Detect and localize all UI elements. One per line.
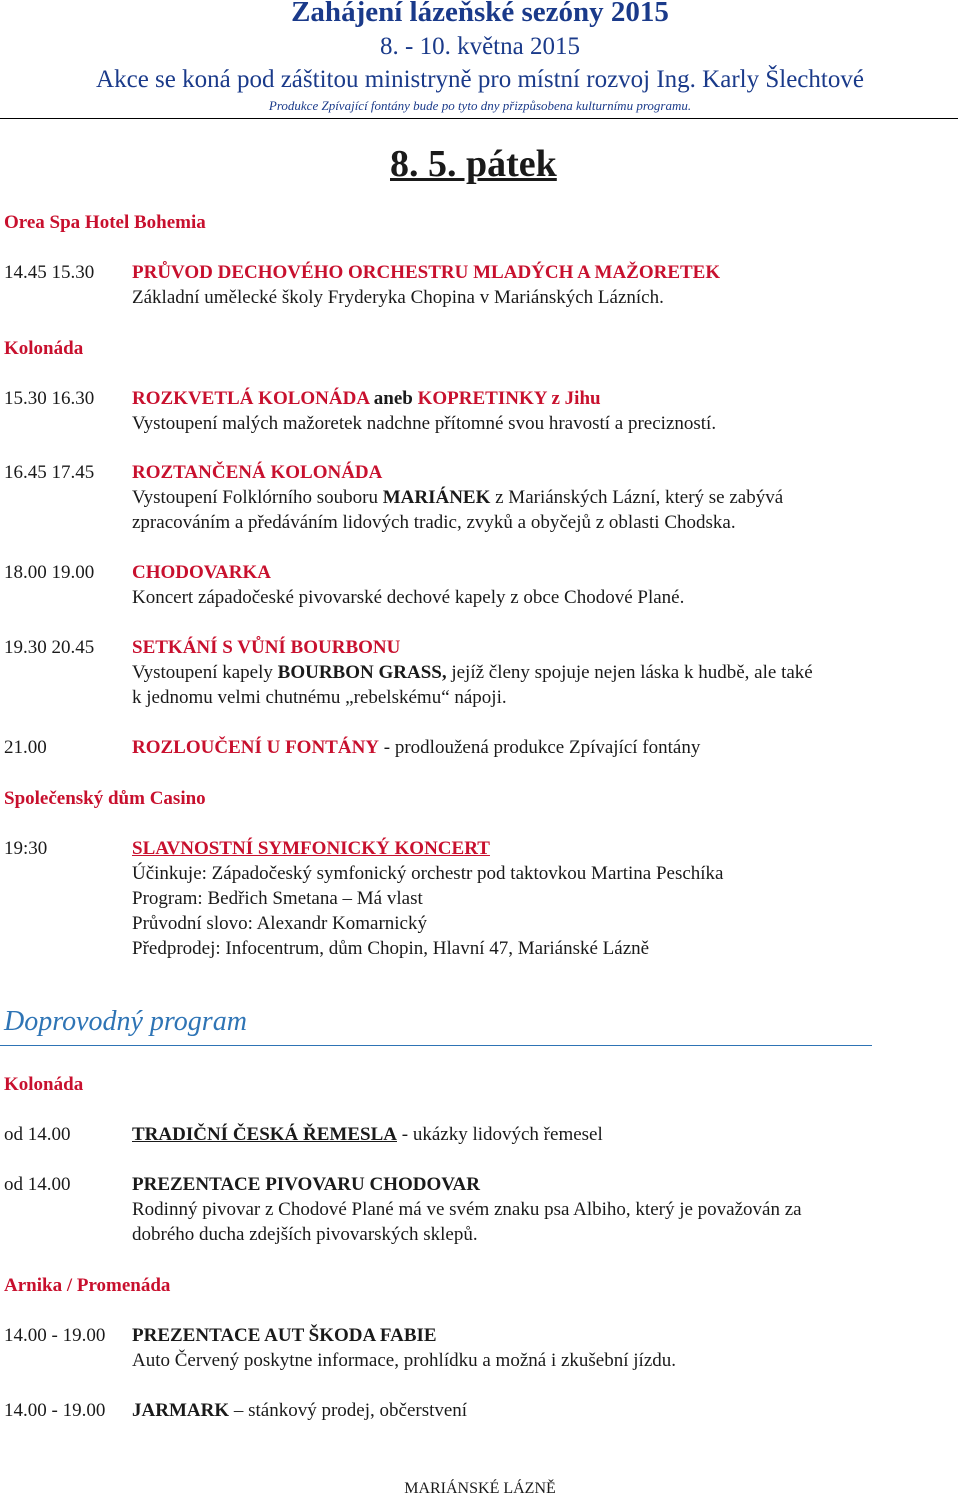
event-title: TRADIČNÍ ČESKÁ ŘEMESLA — [132, 1124, 397, 1145]
event-description: - ukázky lidových řemesel — [397, 1124, 603, 1145]
event-description: Auto Červený poskytne informace, prohlídku a možná i zkušební jízdu. — [132, 1350, 677, 1371]
band-name: BOURBON GRASS, — [277, 662, 447, 683]
page-title: Zahájení lázeňské sezóny 2015 — [291, 0, 669, 28]
event-title: ROZTANČENÁ KOLONÁDA — [132, 462, 383, 483]
event-host: Průvodní slovo: Alexandr Komarnický — [132, 913, 427, 934]
event-description: Rodinný pivovar z Chodové Plané má ve svém znaku psa Albiho, který je považován za — [132, 1199, 802, 1220]
event-time: 16.45 17.45 — [4, 462, 95, 483]
event-description: – stánkový prodej, občerstvení — [229, 1400, 468, 1421]
event-time: 19:30 — [4, 838, 48, 859]
event-title: SLAVNOSTNÍ SYMFONICKÝ KONCERT — [132, 838, 490, 859]
event-description: Základní umělecké školy Fryderyka Chopina v Mariánských Lázních. — [132, 287, 664, 308]
event-time: od 14.00 — [4, 1124, 71, 1145]
event-description: dobrého ducha zdejších pivovarských sklepů. — [132, 1224, 478, 1245]
venue-kolonada: Kolonáda — [4, 1074, 84, 1095]
venue-kolonada: Kolonáda — [4, 338, 84, 359]
event-title — [132, 737, 700, 759]
desc-text: Vystoupení kapely — [132, 662, 278, 683]
venue-casino: Společenský dům Casino — [4, 788, 206, 809]
day-heading: 8. 5. pátek — [390, 143, 557, 185]
event-title — [132, 388, 601, 410]
event-title-main: ROZKVETLÁ KOLONÁDA — [132, 388, 370, 409]
event-time: 14.00 - 19.00 — [4, 1325, 106, 1346]
event-title: CHODOVARKA — [132, 562, 271, 583]
event-description — [132, 487, 783, 509]
event-presale: Předprodej: Infocentrum, dům Chopin, Hlavní 47, Mariánské Lázně — [132, 938, 650, 959]
event-description: Koncert západočeské pivovarské dechové kapely z obce Chodové Plané. — [132, 587, 685, 608]
event-time: 21.00 — [4, 737, 47, 758]
header-divider — [0, 118, 958, 119]
section-title: Doprovodný program — [4, 1006, 247, 1037]
event-time: 14.45 15.30 — [4, 262, 95, 283]
event-title: PREZENTACE PIVOVARU CHODOVAR — [132, 1174, 480, 1195]
event-line — [132, 1400, 467, 1422]
event-title: PREZENTACE AUT ŠKODA FABIE — [132, 1325, 437, 1346]
event-title-join: aneb — [369, 388, 418, 409]
venue-orea: Orea Spa Hotel Bohemia — [4, 212, 206, 233]
event-dates: 8. - 10. května 2015 — [380, 33, 580, 60]
event-description: Vystoupení malých mažoretek nadchne přítomné svou hravostí a precizností. — [132, 413, 717, 434]
desc-text: Vystoupení Folklórního souboru — [132, 487, 383, 508]
event-title: SETKÁNÍ S VŮNÍ BOURBONU — [132, 637, 401, 658]
event-title-main: ROZLOUČENÍ U FONTÁNY — [132, 737, 380, 758]
desc-text: z Mariánských Lázní, který se zabývá — [490, 487, 784, 508]
patronage-line: Akce se koná pod záštitou ministryně pro místní rozvoj Ing. Karly Šlechtové — [96, 66, 864, 93]
event-title-sub: KOPRETINKY z Jihu — [417, 388, 601, 409]
event-description: - prodloužená produkce Zpívající fontány — [379, 737, 701, 758]
event-title: JARMARK — [132, 1400, 230, 1421]
footer-location: MARIÁNSKÉ LÁZNĚ — [404, 1480, 556, 1497]
event-time: od 14.00 — [4, 1174, 71, 1195]
event-time: 19.30 20.45 — [4, 637, 95, 658]
ensemble-name: MARIÁNEK — [382, 487, 491, 508]
section-divider — [0, 1045, 872, 1046]
event-performers: Účinkuje: Západočeský symfonický orchestr pod taktovkou Martina Peschíka — [132, 863, 724, 884]
event-title: PRŮVOD DECHOVÉHO ORCHESTRU MLADÝCH A MAŽORETEK — [132, 262, 721, 283]
event-time: 15.30 16.30 — [4, 388, 95, 409]
event-time: 14.00 - 19.00 — [4, 1400, 106, 1421]
event-time: 18.00 19.00 — [4, 562, 95, 583]
event-description: zpracováním a předáváním lidových tradic, zvyků a obyčejů z oblasti Chodska. — [132, 512, 736, 533]
event-description — [132, 662, 813, 684]
event-line — [132, 1124, 603, 1146]
desc-text: jejíž členy spojuje nejen láska k hudbě, ale také — [446, 662, 813, 683]
event-program: Program: Bedřich Smetana – Má vlast — [132, 888, 423, 909]
venue-arnika: Arnika / Promenáda — [4, 1275, 171, 1296]
event-description: k jednomu velmi chutnému „rebelskému“ nápoji. — [132, 687, 507, 708]
fountain-note: Produkce Zpívající fontány bude po tyto dny přizpůsobena kulturnímu programu. — [268, 98, 692, 113]
